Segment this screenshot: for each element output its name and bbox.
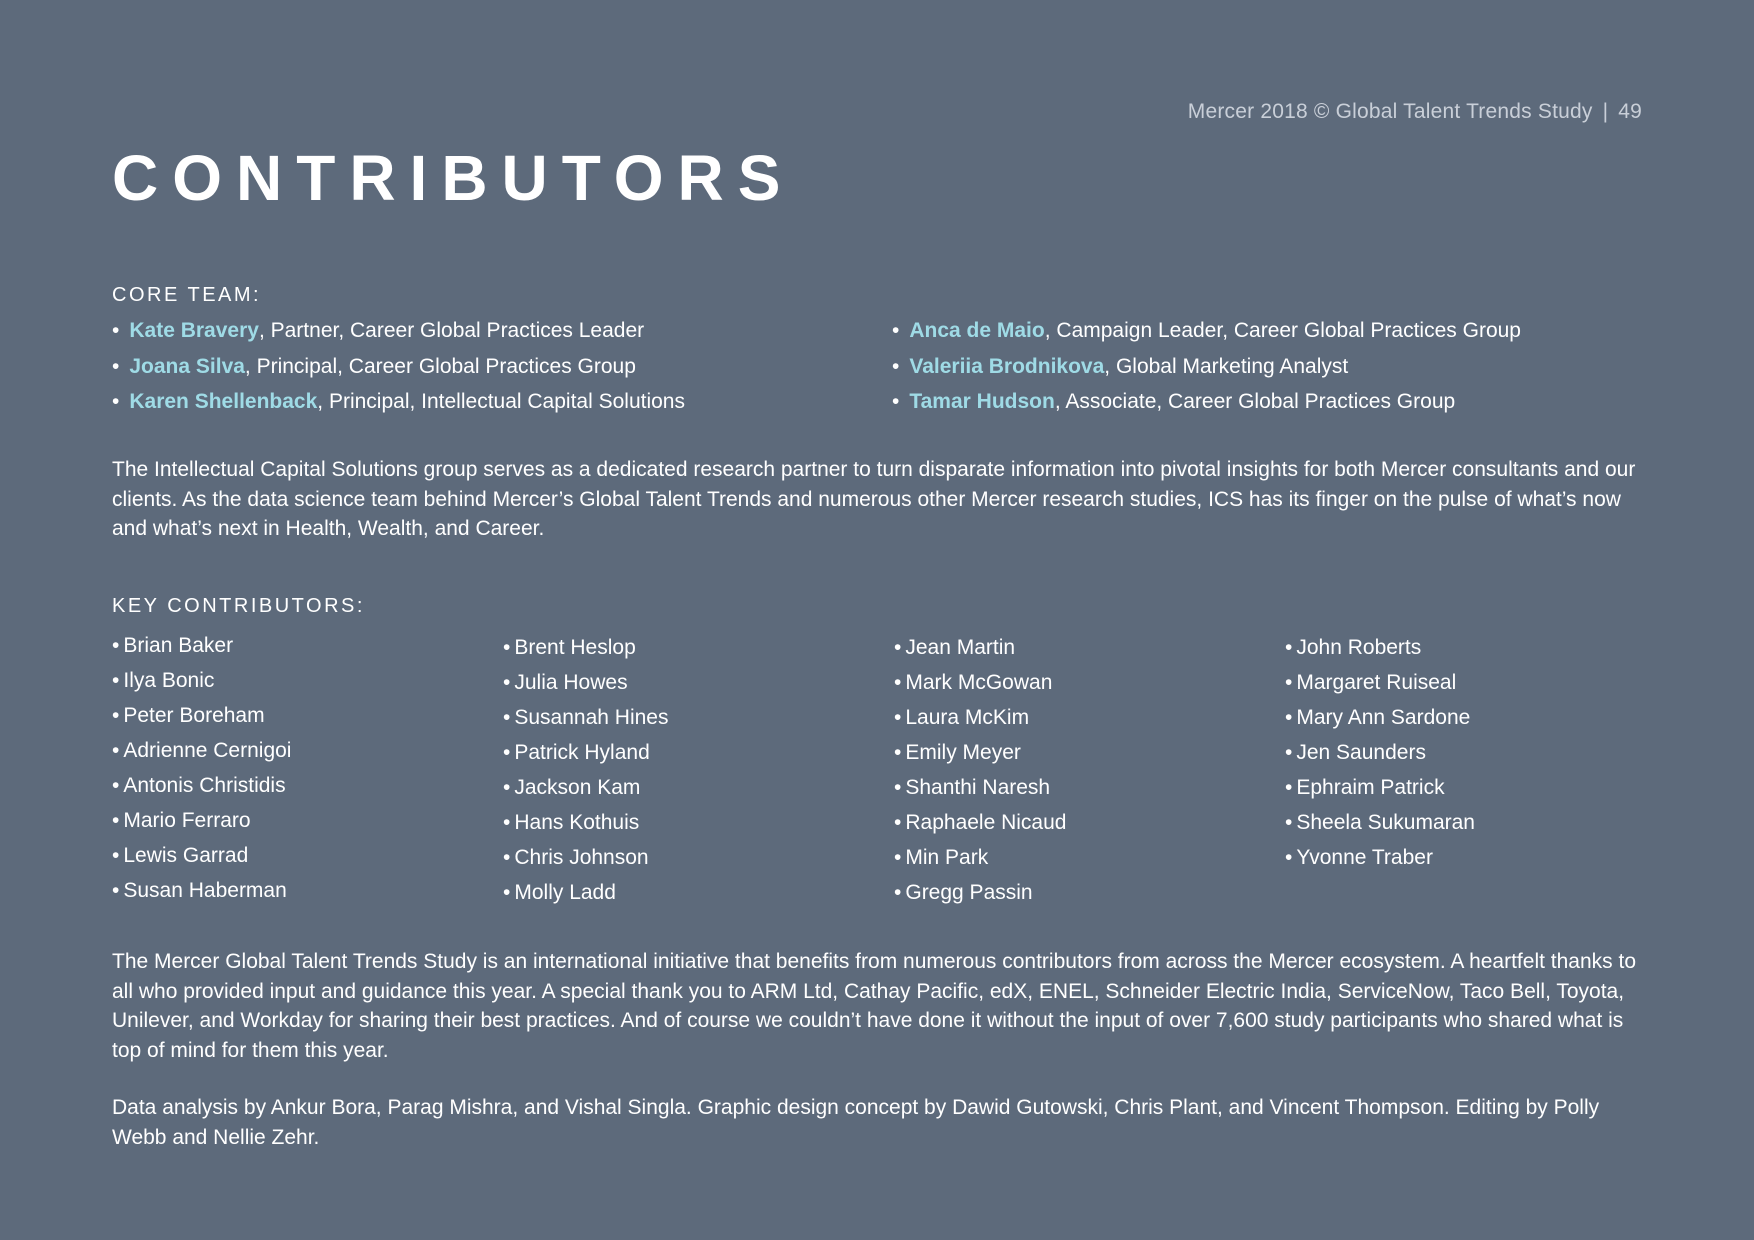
member-role: , Partner, Career Global Practices Leader <box>258 319 645 342</box>
core-team-member <box>112 316 685 352</box>
bullet: • <box>894 846 902 869</box>
contributor-name: Jean Martin <box>905 636 1016 659</box>
contributor-item <box>1285 668 1475 703</box>
bullet: • <box>503 636 511 659</box>
bullet: • <box>1285 741 1293 764</box>
contributor-item <box>1285 738 1475 773</box>
bullet: • <box>1285 811 1293 834</box>
contributor-name: Laura McKim <box>905 706 1030 729</box>
contributor-item <box>894 773 1066 808</box>
contributor-item <box>112 631 291 666</box>
contributor-name: Molly Ladd <box>514 881 616 904</box>
bullet: • <box>503 741 511 764</box>
contributor-name: Mary Ann Sardone <box>1296 706 1471 729</box>
contributor-name: Lewis Garrad <box>123 844 249 867</box>
credits-paragraph: Data analysis by Ankur Bora, Parag Mishra, and Vishal Singla. Graphic design concept by Dawid Gutowski, Chris Plant, and Vincent Thompson. Editing by Polly Webb and Nellie Zehr. <box>112 1096 1600 1149</box>
member-name: Karen Shellenback <box>129 390 318 413</box>
core-team-member <box>892 316 1521 352</box>
contributor-item <box>894 633 1066 668</box>
contributor-name: Min Park <box>905 846 989 869</box>
bullet: • <box>894 706 902 729</box>
bullet: • <box>1285 671 1293 694</box>
bullet: • <box>894 881 902 904</box>
bullet: • <box>894 811 902 834</box>
core-team-member <box>112 352 685 388</box>
bullet: • <box>892 390 900 413</box>
contributor-item <box>112 701 291 736</box>
bullet: • <box>894 776 902 799</box>
bullet: • <box>1285 636 1293 659</box>
contributor-item <box>894 843 1066 878</box>
bullet: • <box>1285 846 1293 869</box>
member-role: , Principal, Career Global Practices Group <box>244 354 636 378</box>
contributor-item <box>112 771 291 806</box>
contributor-item <box>1285 808 1475 843</box>
key-contributors-column-2 <box>503 633 668 913</box>
contributor-item <box>503 738 668 773</box>
contributor-item <box>503 668 668 703</box>
bullet: • <box>503 776 511 799</box>
contributor-name: Hans Kothuis <box>514 811 640 834</box>
page-title: CONTRIBUTORS <box>112 142 795 214</box>
page-number: 49 <box>1618 100 1642 123</box>
bullet: • <box>503 846 511 869</box>
contributor-item <box>894 703 1066 738</box>
acknowledgements-paragraph: The Mercer Global Talent Trends Study is an international initiative that benefits from numerous contributors from across the Mercer ecosystem. A heartfelt thanks to all who provided input and guidance this year. A special thank you to ARM Ltd, Cathay Pacific, edX, ENEL, Schneider Electric India, ServiceNow, Taco Bell, Toyota, Unilever, and Workday for sharing their best practices. And of course we couldn’t have done it without the input of over 7,600 study participants who shared what is top of mind for them this year. <box>112 950 1636 1062</box>
member-name: Anca de Maio <box>909 319 1045 342</box>
contributor-item <box>112 876 291 911</box>
core-team-list-left <box>112 316 685 423</box>
core-team-member <box>112 387 685 423</box>
bullet: • <box>894 741 902 764</box>
contributor-name: Julia Howes <box>514 671 628 694</box>
bullet: • <box>892 354 900 378</box>
core-team-list-right <box>892 316 1521 423</box>
contributor-name: Gregg Passin <box>905 881 1033 904</box>
contributor-name: Peter Boreham <box>123 704 265 727</box>
bullet: • <box>503 671 511 694</box>
contributor-item <box>894 668 1066 703</box>
bullet: • <box>894 636 902 659</box>
bullet: • <box>112 809 120 832</box>
bullet: • <box>112 354 120 378</box>
contributor-item <box>1285 633 1475 668</box>
report-title-meta: Mercer 2018 © Global Talent Trends Study <box>1187 100 1593 123</box>
member-role: , Associate, Career Global Practices Group <box>1054 390 1456 413</box>
contributor-item <box>503 808 668 843</box>
bullet: • <box>112 704 120 727</box>
contributor-name: Patrick Hyland <box>514 741 650 764</box>
core-team-member <box>892 352 1521 388</box>
bullet: • <box>112 774 120 797</box>
ics-description-paragraph: The Intellectual Capital Solutions group serves as a dedicated research partner to turn disparate information into pivotal insights for both Mercer consultants and our clients. As the data science team behind Mercer’s Global Talent Trends and numerous other Mercer research studies, ICS has its finger on the pulse of what’s now and what’s next in Health, Wealth, and Career. <box>112 458 1636 540</box>
contributor-name: Mark McGowan <box>905 671 1053 694</box>
bullet: • <box>1285 776 1293 799</box>
member-name: Tamar Hudson <box>909 390 1055 413</box>
header-separator: | <box>1602 100 1609 123</box>
contributor-name: Yvonne Traber <box>1296 846 1433 869</box>
contributor-item <box>1285 773 1475 808</box>
bullet: • <box>503 881 511 904</box>
contributor-item <box>1285 703 1475 738</box>
contributor-item <box>112 841 291 876</box>
contributor-item <box>503 633 668 668</box>
contributor-name: Susan Haberman <box>123 879 287 902</box>
bullet: • <box>112 739 120 762</box>
key-contributors-column-3 <box>894 633 1066 913</box>
core-team-label: CORE TEAM: <box>112 284 262 306</box>
contributor-item <box>503 773 668 808</box>
member-role: , Principal, Intellectual Capital Solutions <box>317 390 685 413</box>
core-team-member <box>892 387 1521 423</box>
bullet: • <box>112 319 120 342</box>
contributor-name: Sheela Sukumaran <box>1296 811 1475 834</box>
contributor-item <box>503 843 668 878</box>
contributor-item <box>503 703 668 738</box>
contributor-item <box>894 808 1066 843</box>
contributor-item <box>112 736 291 771</box>
key-contributors-label: KEY CONTRIBUTORS: <box>112 595 365 617</box>
member-name: Kate Bravery <box>129 319 259 342</box>
contributor-name: Adrienne Cernigoi <box>123 739 292 762</box>
contributor-name: Chris Johnson <box>514 846 649 869</box>
contributor-name: Mario Ferraro <box>123 809 251 832</box>
contributor-item <box>894 878 1066 913</box>
member-name: Joana Silva <box>129 354 245 378</box>
contributor-item <box>1285 843 1475 878</box>
contributor-name: Ilya Bonic <box>123 669 215 692</box>
contributor-name: Jackson Kam <box>514 776 641 799</box>
contributor-item <box>112 806 291 841</box>
bullet: • <box>503 811 511 834</box>
contributor-item <box>894 738 1066 773</box>
contributor-item <box>503 878 668 913</box>
member-name: Valeriia Brodnikova <box>909 354 1105 378</box>
bullet: • <box>112 390 120 413</box>
bullet: • <box>112 879 120 902</box>
contributor-name: Brent Heslop <box>514 636 636 659</box>
contributor-name: John Roberts <box>1296 636 1422 659</box>
member-role: , Global Marketing Analyst <box>1104 354 1349 378</box>
key-contributors-column-4 <box>1285 633 1475 878</box>
contributor-item <box>112 666 291 701</box>
contributor-name: Shanthi Naresh <box>905 776 1051 799</box>
member-role: , Campaign Leader, Career Global Practices Group <box>1044 319 1521 342</box>
bullet: • <box>503 706 511 729</box>
page-header-meta <box>1188 100 1642 124</box>
contributor-name: Emily Meyer <box>905 741 1021 764</box>
contributor-name: Brian Baker <box>123 634 234 657</box>
bullet: • <box>894 671 902 694</box>
bullet: • <box>112 844 120 867</box>
bullet: • <box>112 669 120 692</box>
contributor-name: Ephraim Patrick <box>1296 776 1445 799</box>
bullet: • <box>1285 706 1293 729</box>
contributor-name: Antonis Christidis <box>123 774 286 797</box>
key-contributors-column-1 <box>112 631 291 911</box>
contributor-name: Susannah Hines <box>514 706 669 729</box>
bullet: • <box>112 634 120 657</box>
contributor-name: Raphaele Nicaud <box>905 811 1067 834</box>
contributor-name: Margaret Ruiseal <box>1296 671 1457 694</box>
bullet: • <box>892 319 900 342</box>
contributor-name: Jen Saunders <box>1296 741 1426 764</box>
